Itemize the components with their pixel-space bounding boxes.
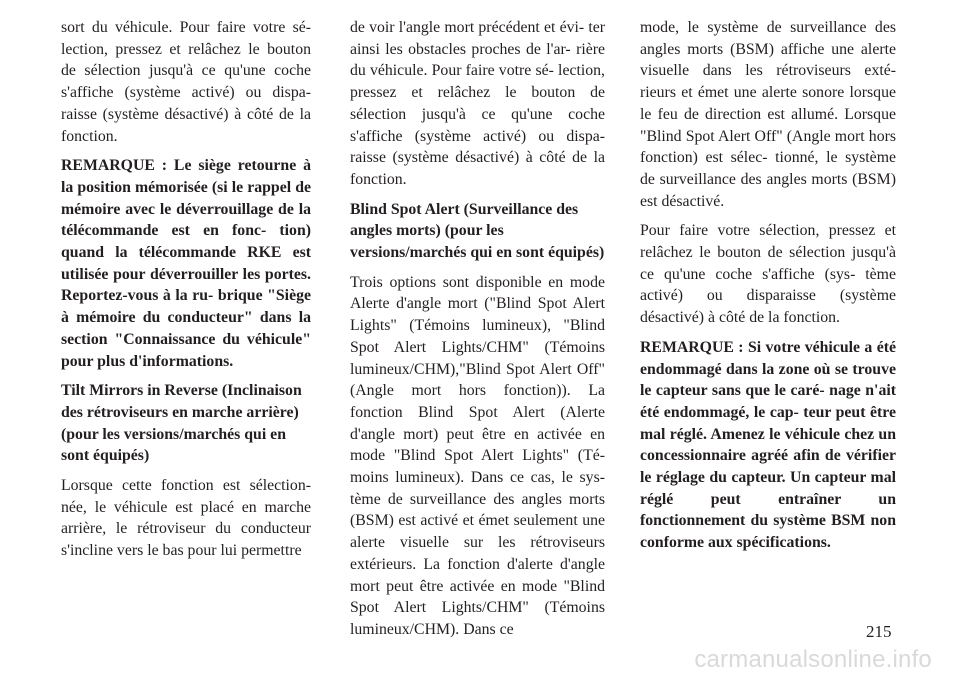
body-paragraph: de voir l'angle mort précédent et évi- ter ainsi les obstacles proches de l'ar- rière du véhicule. Pour faire votre sé- lection, pressez et relâchez le bouton de sélection jusqu'à ce qu'une coche s'affiche (système activé) ou dispa- raisse (système désactivé) à côté de la fonction. xyxy=(350,19,605,188)
body-paragraph: mode, le système de surveillance des angles morts (BSM) affiche une alerte visuelle dans les rétroviseurs exté- rieurs et émet une alerte sonore lorsque le feu de direction est allumé. Lorsque "Blind Spot Alert Off" (Angle mort hors fonction) est sélec- tionné, le système de surveillance des angles morts (BSM) est désactivé. xyxy=(640,19,896,210)
right-column xyxy=(640,17,896,562)
body-paragraph: Lorsque cette fonction est sélection- née, le véhicule est placé en marche arrière, le rétroviseur du conducteur s'incline vers le bas pour lui permettre xyxy=(61,477,311,560)
body-paragraph: Pour faire votre sélection, pressez et relâchez le bouton de sélection jusqu'à ce qu'une coche s'affiche (sys- tème activé) ou disparaisse (système désactivé) à côté de la fonction. xyxy=(640,222,896,327)
middle-column xyxy=(350,17,605,649)
note-paragraph: REMARQUE : Si votre véhicule a été endommagé dans la zone où se trouve le capteur sans que le caré- nage n'ait été endommagé, le cap- teur peut être mal réglé. Amenez le véhicule chez un concessionnaire agréé afin de vérifier le réglage du capteur. Un capteur mal réglé peut entraîner un fonctionnement du système BSM non conforme aux spécifications. xyxy=(640,338,896,552)
body-paragraph: sort du véhicule. Pour faire votre sé- lection, pressez et relâchez le bouton de sélection jusqu'à ce qu'une coche s'affiche (système activé) ou dispa- raisse (système désactivé) à côté de la fonction. xyxy=(61,19,311,145)
left-column xyxy=(61,17,311,570)
section-heading: Tilt Mirrors in Reverse (Inclinaison des rétroviseurs en marche arrière) (pour les versions/marchés qui en sont équipés) xyxy=(61,382,302,465)
note-paragraph: REMARQUE : Le siège retourne à la position mémorisée (si le rappel de mémoire avec le déverrouillage de la télécommande est en fonc- tion) quand la télécommande RKE est utilisée pour déverrouiller les portes. Reportez-vous à la ru- brique "Siège à mémoire du conducteur" dans la section "Connaissance du véhicule" pour plus d'informations. xyxy=(61,157,311,370)
section-heading: Blind Spot Alert (Surveillance des angles morts) (pour les versions/marchés qui en sont équipés) xyxy=(350,200,605,262)
body-paragraph: Trois options sont disponible en mode Alerte d'angle mort ("Blind Spot Alert Lights" (Témoins lumineux), "Blind Spot Alert Lights/CHM" (Témoins lumineux/CHM),"Blind Spot Alert Off" (Angle mort hors fonction)). La fonction Blind Spot Alert (Alerte d'angle mort) peut être en activée en mode "Blind Spot Alert Lights" (Té- moins lumineux). Dans ce cas, le sys- tème de surveillance des angles morts (BSM) est activé et émet seulement une alerte visuelle sur les rétroviseurs extérieurs. La fonction d'alerte d'angle mort peut être activée en mode "Blind Spot Alert Lights/CHM" (Témoins lumineux/CHM). Dans ce xyxy=(350,273,605,638)
page-number: 215 xyxy=(866,622,892,641)
watermark-text: carmanualsonline.info xyxy=(694,646,932,673)
